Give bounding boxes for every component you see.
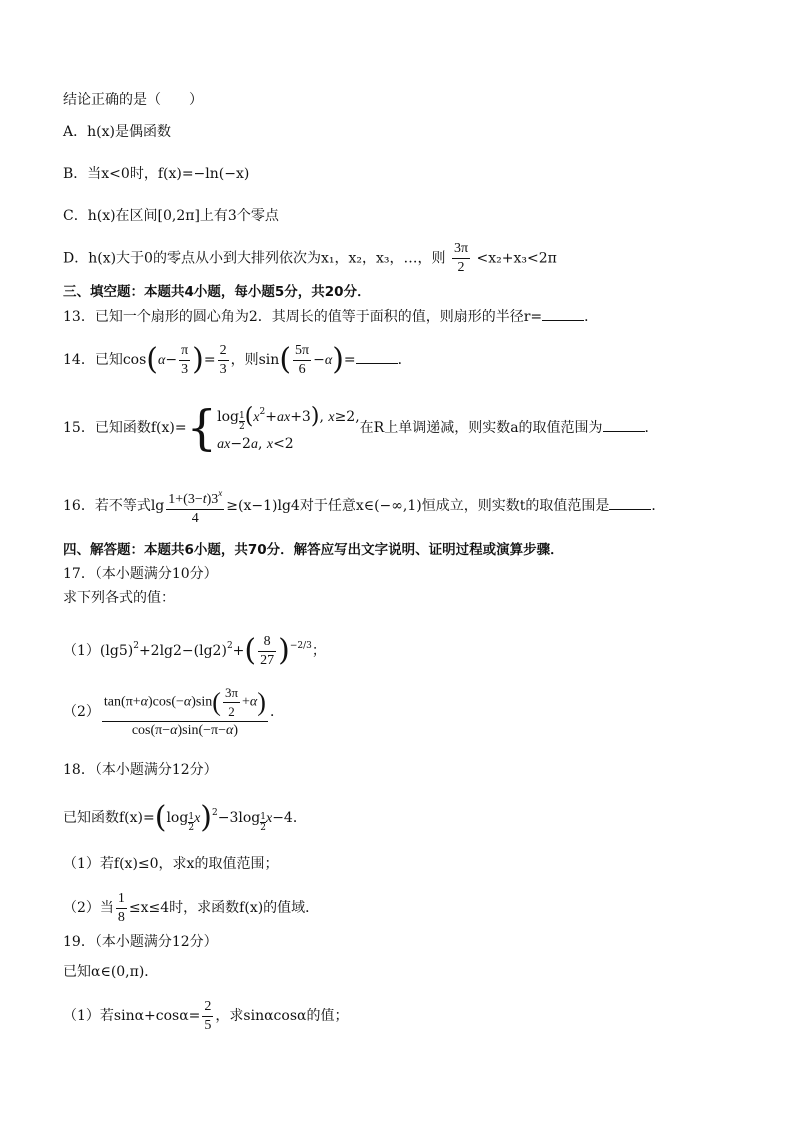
q18-stem-pre: 已知函数f(x)= [63,810,155,826]
q17-head: 17．（本小题满分10分） [63,566,218,582]
q18-stem: 已知函数f(x)=(log $\frac{1}{2}$ x)$^2$−3log $\frac{1}{2}$ x−4． [63,800,307,835]
q18-head: 18．（本小题满分12分） [63,762,218,778]
q19-part1-post: ，求sinαcosα的值； [215,1008,349,1024]
answer-blank [609,495,651,510]
q15: 15．已知函数f(x)={ log $\frac{1}{2}$ $(x^2+ax+3)$, x≥2, ax−2a, x<2 在R上单调递减，则实数a的取值范围为 ． [63,400,659,456]
q16: 16．若不等式lg $\frac{1+(3-t)3^x}{4}$ ≥(x−1)lg4对于任意x∈(−∞,1)恒成立，则实数t的取值范围是 ． [63,484,665,528]
q13-text: 13．已知一个扇形的圆心角为2．其周长的值等于面积的值，则扇形的半径r= [63,309,543,325]
q18-part2-pre: （2）当 [63,900,114,916]
q17-part2-label: （2） [63,704,100,720]
q16-pre: 16．若不等式lg [63,498,165,514]
q15-pre: 15．已知函数f(x)= [63,420,187,436]
q19-stem: 已知α∈(0,π)． [63,964,159,980]
q12-stem: 结论正确的是（ ） [63,92,203,108]
q16-post: ≥(x−1)lg4对于任意x∈(−∞,1)恒成立，则实数t的取值范围是 [226,498,610,514]
piecewise-function: log $\frac{1}{2}$ $(x^2+ax+3)$, x≥2, ax−2a, x<2 [217,403,360,452]
q14-pre: 14．已知cos [63,352,147,368]
q12-option-d-post: <x₂+x₃<2π [476,250,557,267]
fraction-3pi-2: $\frac{3\pi}{2}$ [453,241,469,275]
q19-part1: （1）若sinα+cosα= $\frac{2}{5}$ ，求sinαcosα的值； [63,998,349,1033]
q19-part1-pre: （1）若sinα+cosα= [63,1008,201,1024]
q12-option-a: A．h(x)是偶函数 [63,124,171,140]
q12-option-d-pre: D．h(x)大于0的零点从小到大排列依次为x₁，x₂，x₃，…，则 [63,250,446,267]
answer-blank [542,306,584,321]
q19-head: 19．（本小题满分12分） [63,934,218,950]
q18-part2-post: ≤x≤4时，求函数f(x)的值域． [128,900,320,916]
q17-part1-label: （1） [63,643,100,659]
q14: 14．已知cos(α− $\frac{\pi}{3}$ )= $\frac{2}{3}$ ，则sin( $\frac{5\pi}{6}$ −α)= ． [63,342,412,377]
q12-option-d [63,240,557,277]
q14-mid: ，则sin [230,352,280,368]
section-4-title: 四、解答题：本题共6小题，共70分．解答应写出文字说明、证明过程或演算步骤． [63,542,564,558]
q12-option-b: B．当x<0时，f(x)=−ln(−x) [63,166,250,182]
q15-post: 在R上单调递减，则实数a的取值范围为 [359,420,603,436]
answer-blank [356,349,398,364]
answer-blank [603,417,645,432]
q17-ask: 求下列各式的值： [63,590,175,606]
q18-part1: （1）若f(x)≤0，求x的取值范围； [63,856,279,872]
q13: 13．已知一个扇形的圆心角为2．其周长的值等于面积的值，则扇形的半径r= ． [63,306,598,327]
q12-option-c: C．h(x)在区间[0,2π]上有3个零点 [63,208,279,224]
q17-part2: （2） tan(π+α)cos(−α)sin( $\frac{3\pi}{2}$ +α) cos(π−α)sin(−π−α) ． [63,685,284,738]
q18-part2: （2）当 $\frac{1}{8}$ ≤x≤4时，求函数f(x)的值域． [63,890,320,925]
q17-part1: $(1)(\lg 5)^2+2\lg 2-(\lg 2)^2+$( $\frac{8}{27}$ )$^{-2/3}$； [63,633,326,668]
section-3-title: 三、填空题：本题共4小题，每小题5分，共20分． [63,284,371,300]
